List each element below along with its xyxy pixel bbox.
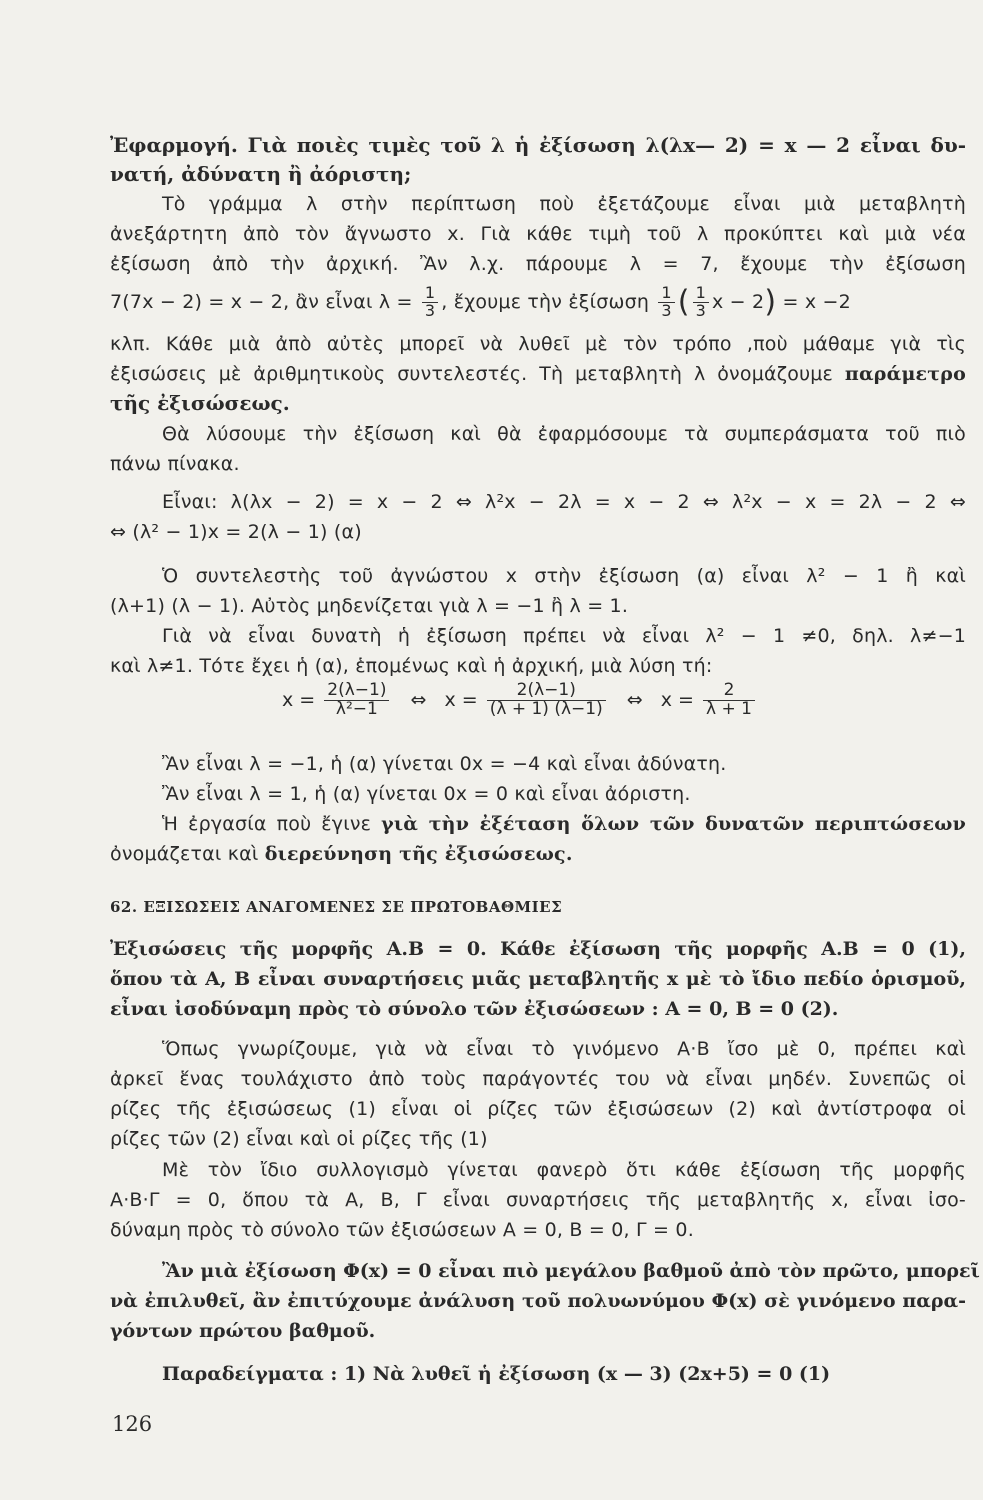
bold-text-line: εἶναι ἰσοδύναμη πρὸς τὸ σύνολο τῶν ἐξισώσεων : Α = 0, Β = 0 (2). <box>110 998 839 1020</box>
solution-fraction-3 <box>703 682 755 719</box>
x-equals: x = <box>444 689 478 712</box>
text-line: Α·Β·Γ = 0, ὅπου τὰ Α, Β, Γ εἶναι συναρτήσεις τῆς μεταβλητῆς x, εἶναι ἰσο- <box>110 1189 966 1211</box>
text-line: Θὰ λύσουμε τὴν ἐξίσωση καὶ θὰ ἐφαρμόσουμε τὰ συμπεράσματα τοῦ πιὸ <box>162 423 966 445</box>
denominator: 3 <box>424 301 436 320</box>
bold-text-line: γόντων πρώτου βαθμοῦ. <box>110 1320 376 1342</box>
bold-text-line: ὅπου τὰ Α, Β εἶναι συναρτήσεις μιᾶς μεταβλητῆς x μὲ τὸ ἴδιο πεδίο ὁρισμοῦ, <box>110 968 966 990</box>
text-line <box>110 360 966 389</box>
x-equals: x = <box>660 689 694 712</box>
text-line: Ὁ συντελεστὴς τοῦ ἀγνώστου x στὴν ἐξίσωση (α) εἶναι λ² − 1 ἢ καὶ <box>162 565 966 587</box>
text-line: δύναμη πρὸς τὸ σύνολο τῶν ἐξισώσεων Α = 0, Β = 0, Γ = 0. <box>110 1219 694 1241</box>
denominator: λ + 1 <box>706 698 752 719</box>
text-line: Ἂν εἶναι λ = 1, ἡ (α) γίνεται 0x = 0 καὶ εἶναι ἀόριστη. <box>162 783 691 805</box>
numerator: 1 <box>422 285 438 303</box>
equation-line: ⇔ (λ² − 1)x = 2(λ − 1) (α) <box>110 521 362 543</box>
term-parameter: παράμετρο <box>844 363 966 385</box>
section-heading: 62. ΕΞΙΣΩΣΕΙΣ ΑΝΑΓΟΜΕΝΕΣ ΣΕ ΠΡΩΤΟΒΑΘΜΙΕΣ <box>110 898 563 916</box>
equation-line <box>110 282 966 322</box>
text-span: ἐξισώσεις μὲ ἀριθμητικοὺς συντελεστές. Τὴ μεταβλητὴ λ ὀνομάζουμε <box>110 363 845 385</box>
fraction-one-third <box>658 285 674 320</box>
numerator: 2 <box>703 682 755 701</box>
term-discussion: διερεύνηση τῆς ἐξισώσεως. <box>264 843 573 865</box>
text-line: ἀρκεῖ ἕνας τουλάχιστο ἀπὸ τοὺς παράγοντές του νὰ εἶναι μηδέν. Συνεπῶς οἱ <box>110 1068 966 1090</box>
denominator: λ²−1 <box>335 698 378 719</box>
text-line: καὶ λ≠1. Τότε ἔχει ἡ (α), ἑπομένως καὶ ἡ ἀρχική, μιὰ λύση τή: <box>110 655 713 677</box>
fraction-one-third <box>693 285 709 320</box>
bold-text-line: Ἐξισώσεις τῆς μορφῆς Α.Β = 0. Κάθε ἐξίσωση τῆς μορφῆς Α.Β = 0 (1), <box>110 938 966 960</box>
denominator: (λ + 1) (λ−1) <box>489 698 603 719</box>
solution-fraction-1 <box>324 682 389 719</box>
numerator: 1 <box>693 285 709 303</box>
denominator: 3 <box>661 301 672 320</box>
fraction-one-third <box>422 285 438 320</box>
text-line <box>110 840 966 869</box>
right-paren: ) <box>764 284 777 320</box>
text-line: Μὲ τὸν ἴδιο συλλογισμὸ γίνεται φανερὸ ὅτι κάθε ἐξίσωση τῆς μορφῆς <box>162 1159 966 1181</box>
text-line: ἐξίσωση ἀπὸ τὴν ἀρχική. Ἂν λ.χ. πάρουμε λ = 7, ἔχουμε τὴν ἐξίσωση <box>110 253 966 275</box>
text-line: Ἂν εἶναι λ = −1, ἡ (α) γίνεται 0x = −4 καὶ εἶναι ἀδύνατη. <box>162 753 727 775</box>
text-line: Ὅπως γνωρίζουμε, γιὰ νὰ εἶναι τὸ γινόμενο Α·Β ἴσο μὲ 0, πρέπει καὶ <box>162 1038 966 1060</box>
text-line: (λ+1) (λ − 1). Αὐτὸς μηδενίζεται γιὰ λ = −1 ἢ λ = 1. <box>110 595 629 617</box>
text-span: Ἡ ἐργασία ποὺ ἔγινε <box>162 813 382 835</box>
eq-text: 7(7x − 2) = x − 2, ἂν εἶναι λ = <box>110 291 419 313</box>
x-equals: x = <box>282 689 316 712</box>
page-number: 126 <box>112 1412 153 1436</box>
text-line: ρίζες τῆς ἐξισώσεως (1) εἶναι οἱ ρίζες τῶν ἐξισώσεων (2) καὶ ἀντίστροφα οἱ <box>110 1098 966 1120</box>
eq-text: = x −2 <box>776 291 851 313</box>
iff-symbol: ⇔ <box>626 689 643 712</box>
application-title-line-2: νατή, ἀδύνατη ἢ ἀόριστη; <box>110 162 412 186</box>
iff-symbol: ⇔ <box>410 689 427 712</box>
denominator: 3 <box>695 301 706 320</box>
eq-text: x − 2 <box>712 291 765 313</box>
text-line: Τὸ γράμμα λ στὴν περίπτωση ποὺ ἐξετάζουμε εἶναι μιὰ μεταβλητὴ <box>162 193 966 215</box>
text-line <box>162 810 966 839</box>
text-line: ρίζες τῶν (2) εἶναι καὶ οἱ ρίζες τῆς (1) <box>110 1128 488 1150</box>
numerator: 2(λ−1) <box>487 682 606 701</box>
text-span: ὀνομάζεται καὶ <box>110 843 265 865</box>
eq-text: , ἔχουμε τὴν ἐξίσωση <box>441 291 656 313</box>
left-paren: ( <box>677 284 690 320</box>
text-line: κλπ. Κάθε μιὰ ἀπὸ αὐτὲς μπορεῖ νὰ λυθεῖ μὲ τὸν τρόπο ,ποὺ μάθαμε γιὰ τὶς <box>110 333 966 355</box>
bold-text-line: Ἂν μιὰ ἐξίσωση Φ(x) = 0 εἶναι πιὸ μεγάλου βαθμοῦ ἀπὸ τὸν πρῶτο, μπορεῖ <box>162 1260 980 1282</box>
solution-equation <box>282 682 842 742</box>
equation-line: Εἶναι: λ(λx − 2) = x − 2 ⇔ λ²x − 2λ = x − 2 ⇔ λ²x − x = 2λ − 2 ⇔ <box>162 491 966 513</box>
bold-text-line: νὰ ἐπιλυθεῖ, ἂν ἐπιτύχουμε ἀνάλυση τοῦ πολυωνύμου Φ(x) σὲ γινόμενο παρα- <box>110 1290 966 1312</box>
text-line: τῆς ἐξισώσεως. <box>110 391 290 415</box>
text-line: Γιὰ νὰ εἶναι δυνατὴ ἡ ἐξίσωση πρέπει νὰ εἶναι λ² − 1 ≠0, δηλ. λ≠−1 <box>162 625 966 647</box>
application-title-line: Ἐφαρμογή. Γιὰ ποιὲς τιμὲς τοῦ λ ἡ ἐξίσωση λ(λx— 2) = x — 2 εἶναι δυ- <box>110 133 966 157</box>
text-line: πάνω πίνακα. <box>110 453 240 475</box>
numerator: 1 <box>658 285 674 303</box>
numerator: 2(λ−1) <box>324 682 389 701</box>
examples-line: Παραδείγματα : 1) Νὰ λυθεῖ ἡ ἐξίσωση (x — 3) (2x+5) = 0 (1) <box>162 1363 831 1385</box>
emphasis: γιὰ τὴν ἐξέταση ὅλων τῶν δυνατῶν περιπτώσεων <box>381 813 966 835</box>
solution-fraction-2 <box>487 682 606 719</box>
text-line: ἀνεξάρτητη ἀπὸ τὸν ἄγνωστο x. Γιὰ κάθε τιμὴ τοῦ λ προκύπτει καὶ μιὰ νέα <box>110 223 966 245</box>
